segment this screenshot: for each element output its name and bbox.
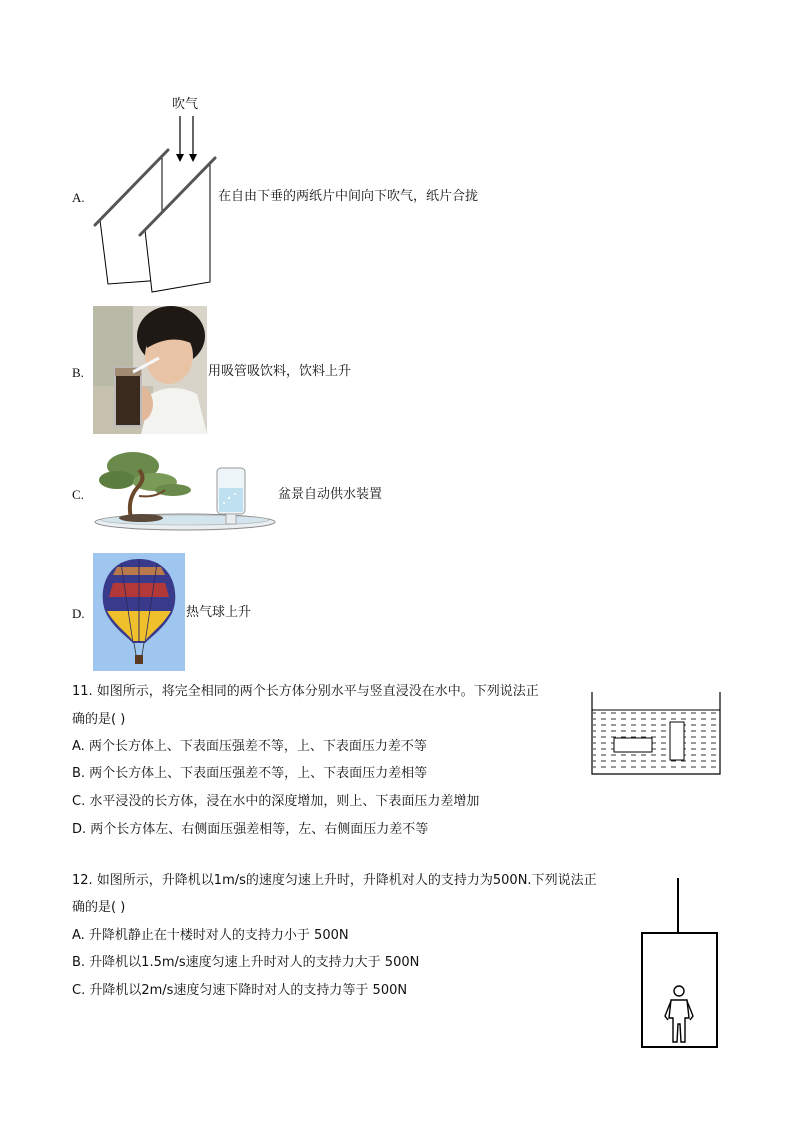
- q11-option-b: B. 两个长方体上、下表面压强差不等，上、下表面压力差相等: [72, 766, 428, 781]
- child-drinking-photo: [93, 306, 207, 434]
- option-d-letter: D.: [72, 606, 85, 621]
- q11-stem-line1: 11. 如图所示，将完全相同的两个长方体分别水平与竖直浸没在水中。下列说法正: [72, 684, 539, 699]
- bonsai-water-supply-figure: [93, 448, 278, 538]
- q12-stem-line2: 确的是( ): [72, 900, 126, 915]
- water-tank-figure: [590, 692, 722, 776]
- option-c-caption: 盆景自动供水装置: [278, 487, 383, 502]
- q12-option-b: B. 升降机以1.5m/s速度匀速上升时对人的支持力大于 500N: [72, 955, 420, 970]
- blow-label: 吹气: [172, 97, 199, 112]
- elevator-figure: [640, 878, 720, 1050]
- q12-option-a: A. 升降机静止在十楼时对人的支持力小于 500N: [72, 928, 349, 943]
- q11-option-d: D. 两个长方体左、右侧面压强差相等，左、右侧面压力差不等: [72, 822, 429, 837]
- q12-stem-line1: 12. 如图所示，升降机以1m/s的速度匀速上升时，升降机对人的支持力为500N.下列说法正: [72, 873, 597, 888]
- paper-blowing-figure: [90, 112, 230, 297]
- option-c-letter: C.: [72, 487, 84, 502]
- q12-option-c: C. 升降机以2m/s速度匀速下降时对人的支持力等于 500N: [72, 983, 408, 998]
- q11-option-c: C. 水平浸没的长方体，浸在水中的深度增加，则上、下表面压力差增加: [72, 794, 480, 809]
- q11-stem-line2: 确的是( ): [72, 712, 126, 727]
- option-b-caption: 用吸管吸饮料，饮料上升: [208, 364, 352, 379]
- option-d-caption: 热气球上升: [186, 605, 252, 620]
- q11-option-a: A. 两个长方体上、下表面压强差不等，上、下表面压力差不等: [72, 739, 427, 754]
- option-a-letter: A.: [72, 190, 85, 205]
- option-b-letter: B.: [72, 365, 84, 380]
- option-a-caption: 在自由下垂的两纸片中间向下吹气，纸片合拢: [218, 189, 479, 204]
- hot-air-balloon-photo: [93, 553, 185, 671]
